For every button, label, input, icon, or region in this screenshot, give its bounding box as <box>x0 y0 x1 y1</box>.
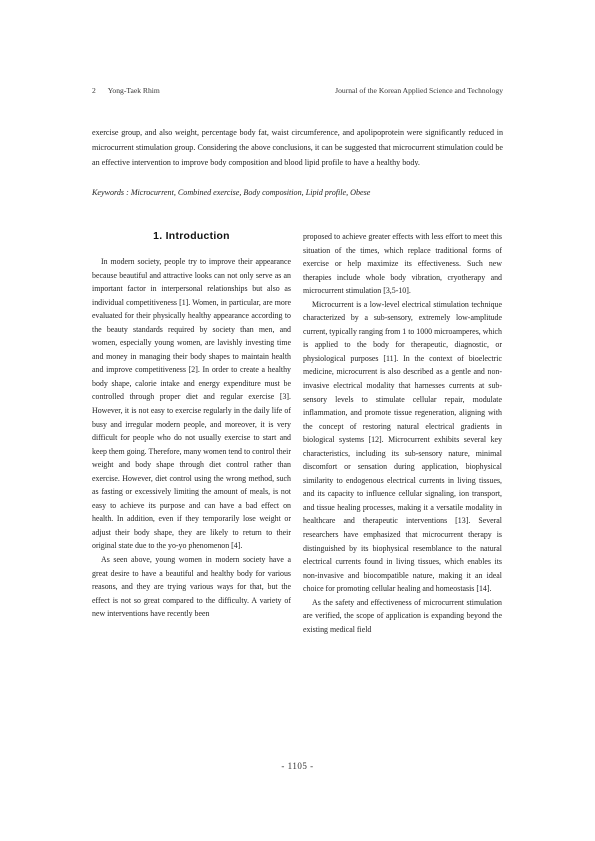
footer-page-number: - 1105 - <box>281 761 314 771</box>
keywords-line: Keywords : Microcurrent, Combined exercise, Body composition, Lipid profile, Obese <box>92 188 371 197</box>
header-journal-title: Journal of the Korean Applied Science and Technology <box>335 86 503 95</box>
paragraph: proposed to achieve greater effects with less effort to meet this situation of the times, which replace traditional forms of exercise or help maximize its effectiveness. Such new therapies include whole body vibration, cryotherapy and microcurrent stimulation [3,5-10]. <box>303 232 502 296</box>
paragraph: Microcurrent is a low-level electrical stimulation technique characterized by a sub-sensory, extremely low-amplitude current, typically ranging from 1 to 1000 microamperes, which is applied to the body for therapeutic, diagnostic, or physiological purposes [11]. In the context of bioelectric medicine, microcurrent is also described as a gentle and non-invasive electrical modality that harnesses currents at sub-sensory levels to stimulate cellular repair, modulate inflammation, and promote tissue regeneration, aligning with the concept of restoring natural electrical gradients in biological systems [12]. Microcurrent exhibits several key characteristics, including its sub-sensory nature, minimal discomfort or sensation during application, biophysical similarity to endogenous electrical currents in living tissues, and its capacity to influence cellular signaling, ion transport, and tissue healing processes, making it a versatile modality in healthcare and therapeutic interventions [13]. Several researchers have emphasized that microcurrent therapy is distinguished by its biophysical resemblance to the natural electrical currents found in living tissues, which enables its non-invasive and biocompatible nature, making it an ideal choice for promoting cellular healing and homeostasis [14]. <box>303 299 502 594</box>
section-heading-introduction: 1. Introduction <box>153 231 230 242</box>
paragraph: As the safety and effectiveness of microcurrent stimulation are verified, the scope of application is expanding beyond the existing medical field <box>303 597 502 634</box>
header-left <box>92 86 160 95</box>
running-header <box>92 86 503 98</box>
left-text-column <box>92 255 291 621</box>
right-text-column <box>303 230 502 636</box>
header-author: Yong-Taek Rhim <box>107 86 160 95</box>
paragraph: In modern society, people try to improve their appearance because beautiful and attractive looks can not only serve as an important factor in interpersonal relationships but also as individual competitiveness [1]. Women, in particular, are more evaluated for their physically healthy appearance according to the beauty standards required by society than men, and women, especially young women, are lavishly investing time and money in managing their body shapes to maintain health and improve competitiveness [2]. In order to create a healthy body shape, calorie intake and energy expenditure must be controlled through proper diet and regular exercise [3]. However, it is not easy to exercise regularly in the daily life of busy and irregular modern people, and moreover, it is very difficult for people who do not usually exercise to start and keep them going. Therefore, many women tend to control their weight and body shape through diet control rather than exercise. However, diet control using the wrong method, such as fasting or excessively limiting the amount of meals, is not easy to achieve its purpose and can have a bad effect on health. In addition, even if they temporarily lose weight or adjust their body shape, they are likely to return to their original state due to the yo-yo phenomenon [4]. <box>92 257 291 551</box>
abstract-continuation: exercise group, and also weight, percentage body fat, waist circumference, and apolipoprotein were significantly reduced in microcurrent stimulation group. Considering the above conclusions, it can be suggested that microcurrent stimulation could be an effective intervention to improve body composition and blood lipid profile to have a healthy body. <box>92 128 503 168</box>
paragraph: As seen above, young women in modern society have a great desire to have a beautiful and healthy body for various reasons, and they are trying various ways for that, but the effect is not so great compared to the difficulty. A variety of new interventions have recently been <box>92 555 291 619</box>
header-page-number: 2 <box>92 86 96 95</box>
